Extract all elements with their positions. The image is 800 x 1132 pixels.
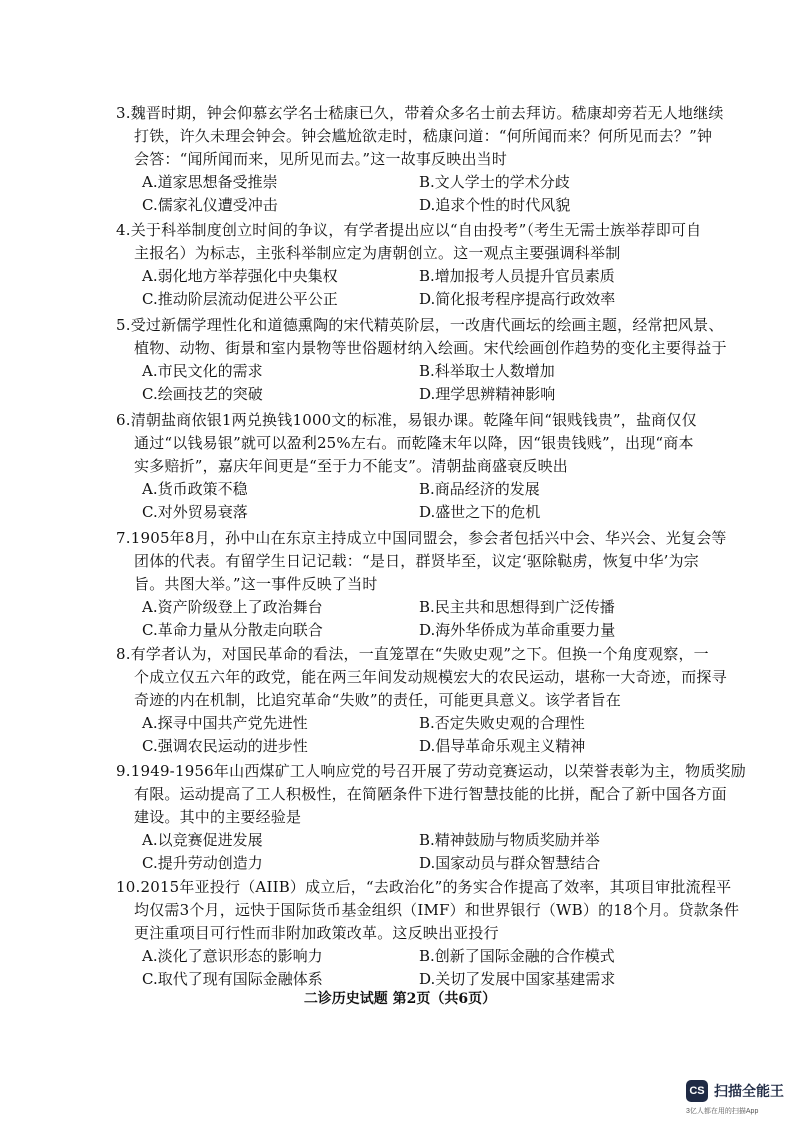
question-text-line: 植物、动物、街景和室内景物等世俗题材纳入绘画。宋代绘画创作趋势的变化主要得益于: [134, 339, 727, 357]
option-c: C.强调农民运动的进步性: [142, 737, 308, 755]
options-row: [116, 829, 696, 852]
options-row: [116, 735, 696, 758]
options-row: [116, 360, 696, 383]
question-9: [116, 760, 746, 875]
question-text-line: 个成立仅五六年的政党，能在两三年间发动规模宏大的农民运动，堪称一大奇迹，而探寻: [134, 668, 727, 686]
question-text-line: 7.1905年8月，孙中山在东京主持成立中国同盟会，参会者包括兴中会、华兴会、光复会等: [116, 529, 727, 547]
option-a: A.货币政策不稳: [142, 480, 248, 498]
question-text-line: 建设。其中的主要经验是: [134, 808, 302, 826]
question-10: [116, 876, 740, 991]
options-row: [116, 194, 696, 217]
option-d: D.理学思辨精神影响: [419, 385, 556, 403]
options-row: [116, 945, 696, 968]
question-text-line: 奇迹的内在机制，比追究革命“失败”的责任，可能更具意义。该学者旨在: [134, 691, 621, 709]
question-text-line: 有限。运动提高了工人积极性，在简陋条件下进行智慧技能的比拼，配合了新中国各方面: [134, 785, 727, 803]
options-row: [116, 288, 696, 311]
options-row: [116, 265, 696, 288]
question-text-line: 更注重项目可行性而非附加政策改革。这反映出亚投行: [134, 924, 499, 942]
option-d: D.海外华侨成为革命重要力量: [419, 621, 616, 639]
question-4: [116, 219, 702, 311]
option-a: A.探寻中国共产党先进性: [142, 714, 308, 732]
option-a: A.道家思想备受推崇: [142, 173, 278, 191]
question-text-line: 团体的代表。有留学生日记记载：“是日，群贤毕至，议定‘驱除鞑虏，恢复中华’为宗: [134, 552, 700, 570]
question-text-line: 旨。共图大举。”这一事件反映了当时: [134, 575, 378, 593]
question-text-line: 4.关于科举制度创立时间的争议，有学者提出应以“自由投考”（考生无需士族举荐即可自: [116, 221, 702, 239]
option-b: B.精神鼓励与物质奖励并举: [419, 831, 600, 849]
question-text-line: 9.1949-1956年山西煤矿工人响应党的号召开展了劳动竞赛运动，以荣誉表彰为主，物质奖励: [116, 762, 746, 780]
option-d: D.简化报考程序提高行政效率: [419, 290, 616, 308]
option-b: B.否定失败史观的合理性: [419, 714, 585, 732]
option-d: D.国家动员与群众智慧结合: [419, 854, 601, 872]
question-text-line: 打铁，许久未理会钟会。钟会尴尬欲走时，嵇康问道：“何所闻而来？何所见而去？”钟: [134, 127, 713, 145]
options-row: [116, 852, 696, 875]
question-text-line: 会答：“闻所闻而来，见所见而去。”这一故事反映出当时: [134, 150, 508, 168]
option-d: D.盛世之下的危机: [419, 503, 541, 521]
question-text-line: 3.魏晋时期，钟会仰慕玄学名士嵇康已久，带着众多名士前去拜访。嵇康却旁若无人地继续: [116, 104, 724, 122]
option-d: D.关切了发展中国家基建需求: [419, 970, 616, 988]
options-row: [116, 171, 696, 194]
options-row: [116, 712, 696, 735]
options-row: [116, 619, 696, 642]
options-row: [116, 596, 696, 619]
options-row: [116, 478, 696, 501]
watermark-tagline: 3亿人都在用的扫描App: [686, 1108, 759, 1115]
option-c: C.推动阶层流动促进公平公正: [142, 290, 338, 308]
option-d: D.追求个性的时代风貌: [419, 196, 571, 214]
cs-logo-icon: CS: [686, 1080, 708, 1102]
question-text-line: 通过“以钱易银”就可以盈利25%左右。而乾隆末年以降，因“银贵钱贱”，出现“商本: [134, 434, 694, 452]
option-b: B.民主共和思想得到广泛传播: [419, 598, 615, 616]
question-8: [116, 643, 727, 758]
page-footer: 二诊历史试题 第2页（共6页）: [303, 991, 497, 1007]
option-a: A.资产阶级登上了政治舞台: [142, 598, 323, 616]
question-text-line: 主报名）为标志，主张科举制应定为唐朝创立。这一观点主要强调科举制: [134, 244, 621, 262]
options-row: [116, 501, 696, 524]
question-3: [116, 102, 724, 217]
question-6: [116, 409, 696, 524]
option-c: C.提升劳动创造力: [142, 854, 263, 872]
option-c: C.儒家礼仪遭受冲击: [142, 196, 278, 214]
question-text-line: 6.清朝盐商依银1两兑换钱1000文的标准，易银办课。乾隆年间“银贱钱贵”，盐商仅仅: [116, 411, 697, 429]
option-a: A.弱化地方举荐强化中央集权: [142, 267, 338, 285]
option-c: C.革命力量从分散走向联合: [142, 621, 323, 639]
option-c: C.绘画技艺的突破: [142, 385, 263, 403]
question-text-line: 5.受过新儒学理性化和道德熏陶的宋代精英阶层，一改唐代画坛的绘画主题，经常把风景、: [116, 316, 724, 334]
option-b: B.文人学士的学术分歧: [419, 173, 570, 191]
question-5: [116, 314, 727, 406]
question-text-line: 8.有学者认为，对国民革命的看法，一直笼罩在“失败史观”之下。但换一个角度观察，一: [116, 645, 709, 663]
option-c: C.对外贸易衰落: [142, 503, 248, 521]
option-b: B.商品经济的发展: [419, 480, 540, 498]
option-a: A.以竞赛促进发展: [142, 831, 263, 849]
option-b: B.增加报考人员提升官员素质: [419, 267, 615, 285]
option-c: C.取代了现有国际金融体系: [142, 970, 323, 988]
option-b: B.创新了国际金融的合作模式: [419, 947, 615, 965]
watermark-name: 扫描全能王: [714, 1083, 784, 1099]
question-text-line: 均仅需3个月，远快于国际货币基金组织（IMF）和世界银行（WB）的18个月。贷款条件: [134, 901, 740, 919]
option-a: A.淡化了意识形态的影响力: [142, 947, 323, 965]
option-d: D.倡导革命乐观主义精神: [419, 737, 586, 755]
option-a: A.市民文化的需求: [142, 362, 263, 380]
question-text-line: 实多赔折”，嘉庆年间更是“至于力不能支”。清朝盐商盛衰反映出: [134, 457, 569, 475]
option-b: B.科举取士人数增加: [419, 362, 555, 380]
question-text-line: 10.2015年亚投行（AIIB）成立后，“去政治化”的务实合作提高了效率，其项目审批流程平: [116, 878, 732, 896]
question-7: [116, 527, 727, 642]
options-row: [116, 383, 696, 406]
scanner-watermark: [686, 1080, 784, 1102]
